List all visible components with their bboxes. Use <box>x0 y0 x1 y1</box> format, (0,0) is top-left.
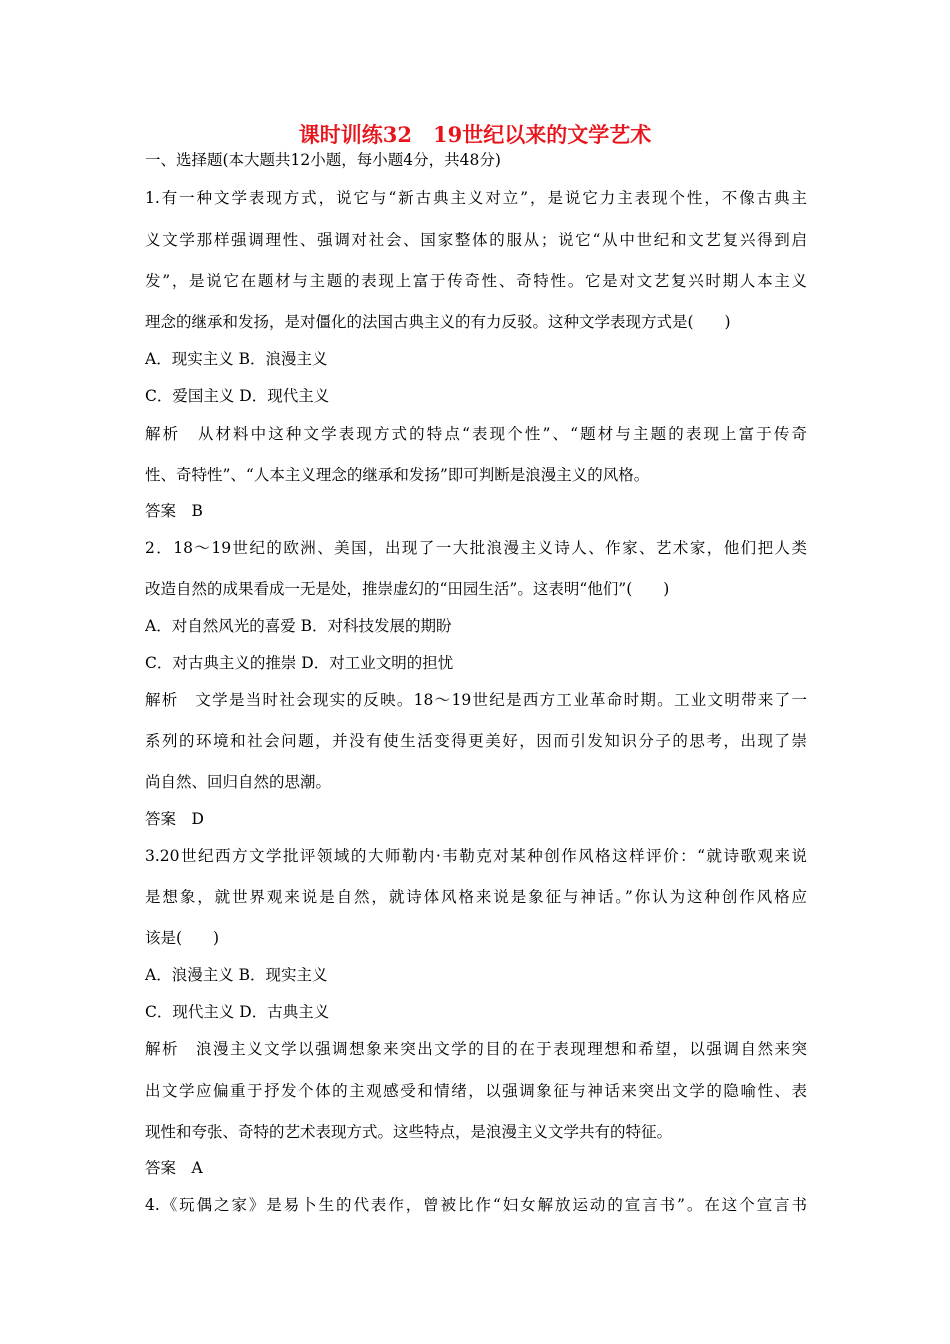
q3-stem-line-1: 3.20世纪西方文学批评领域的大师勒内·韦勒克对某种创作风格这样评价：“就诗歌观来说 <box>145 847 807 865</box>
q3-analysis-line-1: 解析 浪漫主义文学以强调想象来突出文学的目的在于表现理想和希望，以强调自然来突 <box>145 1040 807 1058</box>
q2-answer: 答案 D <box>145 810 204 828</box>
q2-analysis-line-2: 系列的环境和社会问题，并没有使生活变得更美好，因而引发知识分子的思考，出现了崇 <box>145 732 807 750</box>
q1-stem-line-1: 1.有一种文学表现方式，说它与“新古典主义对立”，是说它力主表现个性，不像古典主 <box>145 189 807 207</box>
q1-answer: 答案 B <box>145 502 203 520</box>
q2-analysis-line-3: 尚自然、回归自然的思潮。 <box>145 773 332 791</box>
q1-stem-line-4: 理念的继承和发扬，是对僵化的法国古典主义的有力反驳。这种文学表现方式是( ) <box>145 313 731 331</box>
q3-options-cd: C．现代主义 D．古典主义 <box>145 1003 330 1021</box>
q1-analysis-line-1: 解析 从材料中这种文学表现方式的特点“表现个性”、“题材与主题的表现上富于传奇 <box>145 425 807 443</box>
q2-options-cd: C．对古典主义的推崇 D．对工业文明的担忧 <box>145 654 454 672</box>
q3-options-ab: A．浪漫主义 B．现实主义 <box>145 966 328 984</box>
q1-stem-line-3: 发”，是说它在题材与主题的表现上富于传奇性、奇特性。它是对文艺复兴时期人本主义 <box>145 272 807 290</box>
q3-analysis-line-3: 现性和夸张、奇特的艺术表现方式。这些特点，是浪漫主义文学共有的特征。 <box>145 1123 673 1141</box>
q1-options-ab: A．现实主义 B．浪漫主义 <box>145 350 328 368</box>
section-heading: 一、选择题(本大题共12小题，每小题4分，共48分) <box>145 151 501 169</box>
q2-options-ab: A．对自然风光的喜爱 B．对科技发展的期盼 <box>145 617 452 635</box>
q2-stem-line-1: 2．18～19世纪的欧洲、美国，出现了一大批浪漫主义诗人、作家、艺术家，他们把人类 <box>145 539 807 557</box>
q3-stem-line-3: 该是( ) <box>145 929 220 947</box>
q1-analysis-line-2: 性、奇特性”、“人本主义理念的继承和发扬”即可判断是浪漫主义的风格。 <box>145 466 650 484</box>
q3-analysis-line-2: 出文学应偏重于抒发个体的主观感受和情绪，以强调象征与神话来突出文学的隐喻性、表 <box>145 1082 807 1100</box>
page-title: 课时训练32 19世纪以来的文学艺术 <box>298 122 652 147</box>
q3-answer: 答案 A <box>145 1159 203 1177</box>
q3-stem-line-2: 是想象，就世界观来说是自然，就诗体风格来说是象征与神话。”你认为这种创作风格应 <box>145 888 807 906</box>
q2-analysis-line-1: 解析 文学是当时社会现实的反映。18～19世纪是西方工业革命时期。工业文明带来了一 <box>145 691 807 709</box>
q4-stem-line-1: 4.《玩偶之家》是易卜生的代表作，曾被比作“妇女解放运动的宣言书”。在这个宣言书 <box>145 1196 807 1214</box>
q1-options-cd: C．爱国主义 D．现代主义 <box>145 387 330 405</box>
q1-stem-line-2: 义文学那样强调理性、强调对社会、国家整体的服从；说它“从中世纪和文艺复兴得到启 <box>145 231 807 249</box>
q2-stem-line-2: 改造自然的成果看成一无是处，推崇虚幻的“田园生活”。这表明“他们”( ) <box>145 580 670 598</box>
